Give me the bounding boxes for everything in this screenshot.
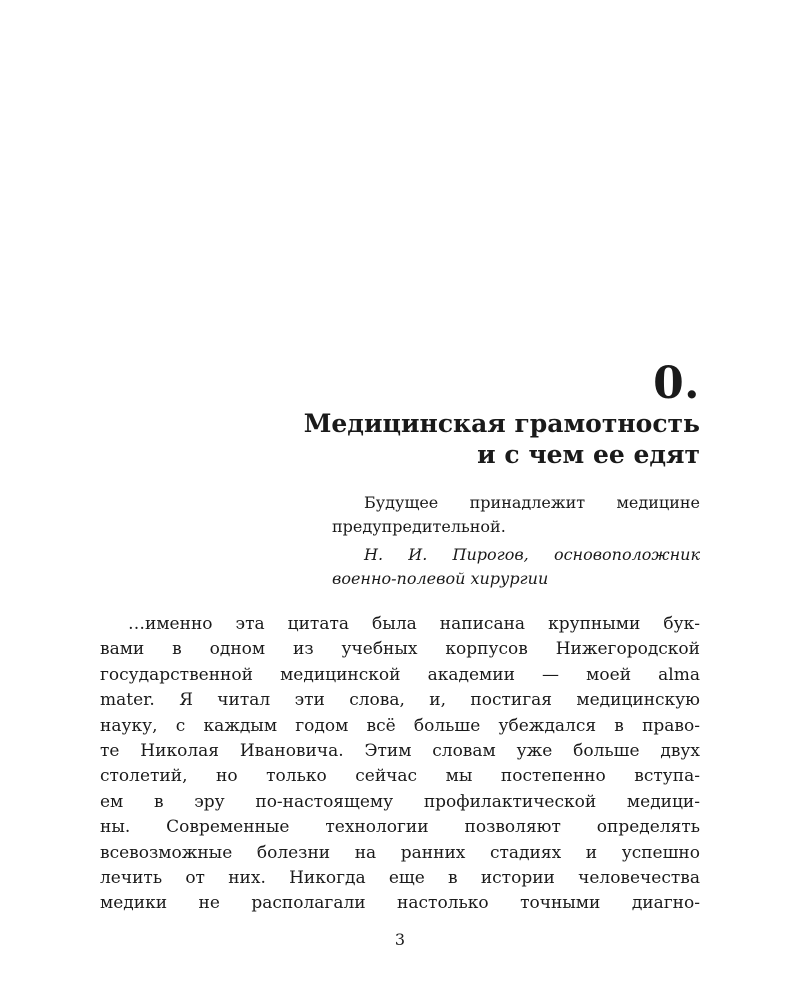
chapter-title-line: Медицинская грамотность	[303, 409, 700, 438]
body-line: те Николая Ивановича. Этим словам уже больше двух	[100, 741, 700, 762]
body-line: ем в эру по-настоящему профилактической медици-	[100, 791, 700, 812]
body-line: науку, с каждым годом всё больше убеждался в право-	[100, 715, 700, 736]
body-line: вами в одном из учебных корпусов Нижегородской	[100, 639, 700, 660]
body-line: ны. Современные технологии позволяют определять	[100, 817, 700, 838]
chapter-title	[140, 408, 700, 470]
body-paragraph	[100, 612, 700, 917]
body-line: всевозможные болезни на ранних стадиях и успешно	[100, 842, 700, 863]
body-line: …именно эта цитата была написана крупными бук-	[128, 614, 700, 634]
body-line: медики не располагали настолько точными диагно-	[100, 893, 700, 914]
chapter-title-line: и с чем ее едят	[477, 440, 700, 469]
body-line: лечить от них. Никогда еще в истории человечества	[100, 868, 700, 889]
body-line: столетий, но только сейчас мы постепенно вступа-	[100, 766, 700, 787]
epigraph-attribution: Н. И. Пирогов, основоположник военно-полевой хирургии	[332, 545, 700, 588]
body-line: mater. Я читал эти слова, и, постигая медицинскую	[100, 690, 700, 711]
page-number: 3	[394, 930, 406, 949]
epigraph	[332, 491, 700, 591]
body-line: государственной медицинской академии — моей alma	[100, 664, 700, 685]
chapter-number: 0.	[653, 358, 700, 409]
epigraph-quote: Будущее принадлежит медицине предупредительной.	[332, 493, 700, 536]
